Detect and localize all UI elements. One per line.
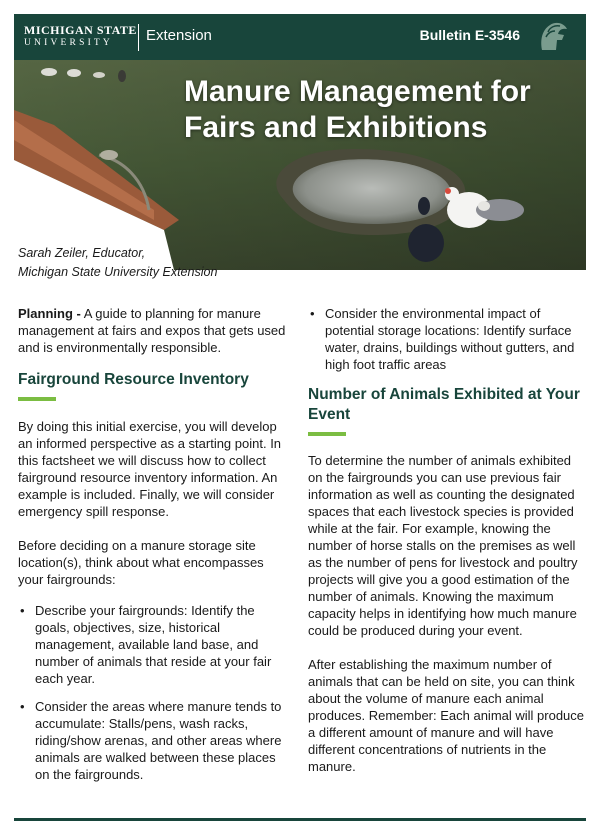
list-item — [18, 602, 290, 687]
bullet-icon: • — [310, 306, 315, 321]
hero-title — [184, 74, 531, 146]
inventory-paragraph: By doing this initial exercise, you will develop an informed perspective as a starting point. In this factsheet we will discuss how to collect fairground resource inventory information. An example is included. Finally, we will consider emergency spill response. — [18, 419, 282, 519]
storage-site-paragraph: Before deciding on a manure storage site location(s), think about what encompasses your fairgrounds: — [18, 538, 264, 587]
list-item-text: Consider the environmental impact of potential storage locations: Identify surface water, drains, buildings without gutters, and high foot traffic areas — [325, 306, 575, 372]
hero-banner — [14, 60, 586, 270]
intro-lead: Planning - — [18, 306, 81, 321]
msu-logo — [24, 24, 137, 49]
intro-text: A guide to planning for manure management at fairs and expos that gets used and is environmentally responsible. — [18, 306, 286, 355]
intro-paragraph — [18, 305, 290, 356]
list-item-text: Consider the areas where manure tends to accumulate: Stalls/pens, wash racks, riding/show arenas, and other areas where animals are walked between these places on the fairgrounds. — [35, 699, 282, 782]
author-affiliation: Michigan State University Extension — [18, 265, 218, 279]
logo-line1: MICHIGAN STATE — [24, 23, 137, 37]
section-heading-animals: Number of Animals Exhibited at Your Event — [308, 386, 580, 423]
list-item — [18, 698, 290, 783]
list-item — [308, 305, 588, 373]
footer-rule — [14, 818, 586, 821]
left-column — [18, 305, 290, 783]
section-heading-inventory: Fairground Resource Inventory — [18, 371, 249, 388]
list-item-text: Describe your fairgrounds: Identify the goals, objectives, size, historical management, available land base, and number of animals that reside at your fair each year. — [35, 603, 272, 686]
manure-volume-paragraph: After establishing the maximum number of animals that can be held on site, you can think about the volume of manure each animal produces. Remember: Each animal will produce a different amount of manure and will have different concentrations of nutrients in the manure. — [308, 657, 585, 774]
bulletin-number: Bulletin E-3546 — [419, 27, 520, 43]
author-block — [18, 244, 217, 282]
logo-line2: UNIVERSITY — [24, 38, 113, 48]
hero-title-line1: Manure Management for — [184, 75, 531, 108]
heading-accent-bar — [308, 432, 346, 436]
bullet-icon: • — [20, 603, 25, 618]
header-bar — [14, 14, 586, 60]
hero-title-line2: Fairs and Exhibitions — [184, 111, 488, 144]
fairground-checklist — [18, 602, 290, 783]
extension-label: Extension — [146, 27, 212, 44]
animal-count-paragraph: To determine the number of animals exhibited on the fairgrounds you can use previous fair information as well as counting the designated spaces that each livestock species is provided while at the fair. For example, knowing the number of horse stalls on the premises as well as the number of pens for livestock and poultry projects will give you a good estimation of the number of animals. Knowing the maximum capacity helps in identifying how much manure could be produced during your event. — [308, 453, 578, 638]
logo-divider — [138, 24, 139, 51]
spartan-helmet-icon — [538, 20, 570, 54]
environment-checklist — [308, 305, 588, 373]
right-column — [308, 305, 588, 775]
author-name: Sarah Zeiler, Educator, — [18, 246, 146, 260]
bullet-icon: • — [20, 699, 25, 714]
heading-accent-bar — [18, 397, 56, 401]
